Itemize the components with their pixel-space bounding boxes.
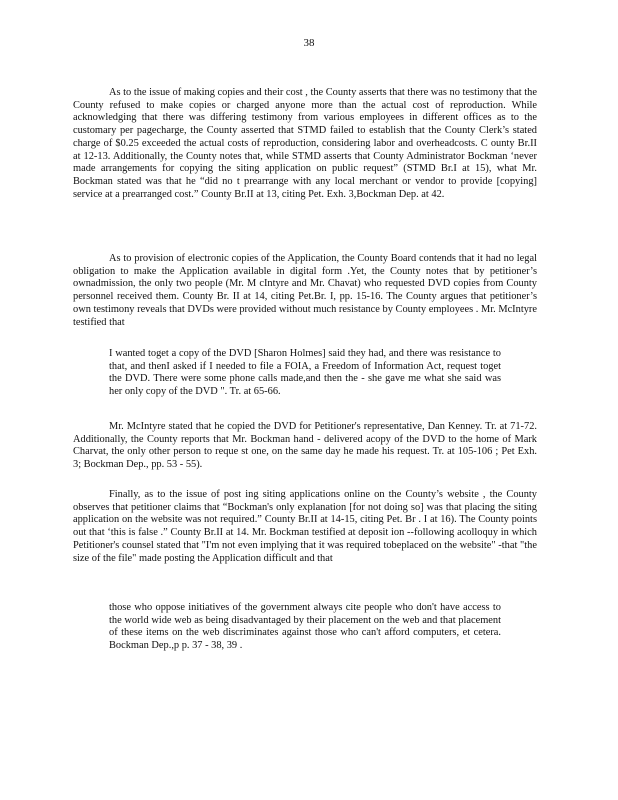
paragraph-dvd-delivery: Mr. McIntyre stated that he copied the DVD for Petitioner's representative, Dan Kenney. Tr. at 71-72. Additionally, the County reports that Mr. Bockman hand - delivered acopy of the DVD to the home of Mark Charvat, the only other person to reque st one, on the same day he made his request. Tr. at 105-106 ; Pet Exh. 3; Bockman Dep., pp. 53 - 55). [73,421,537,471]
paragraph-website-posting: Finally, as to the issue of post ing siting applications online on the County’s website , the County observes that petitioner claims that “Bockman's only explanation [for not doing so] was that placing the siting application on the website was not required.” County Br.II at 14-15, citing Pet. Br . I at 16). The County points out that ‘this is false .” County Br.II at 14. Mr. Bockman testified at deposit ion --following acolloquy in which Petitioner's counsel stated that "I'm not even implying that it was required tobeplaced on the website" -that "the size of the file" made posting the Application difficult and that [73,489,537,564]
paragraph-electronic-copies: As to provision of electronic copies of the Application, the County Board contends that it had no legal obligation to make the Application available in digital form .Yet, the County notes that by petitioner’s ownadmission, the only two people (Mr. M cIntyre and Mr. Chavat) who requested DVD copies from County personnel received them. County Br. II at 14, citing Pet.Br. I, pp. 15-16. The County argues that petitioner’s own testimony reveals that DVDs were provided without much resistance by County employees . Mr. McIntyre testified that [73,253,537,328]
block-quote-mcintyre: I wanted toget a copy of the DVD [Sharon Holmes] said they had, and there was resistance to that, and thenI asked if I needed to file a FOIA, a Freedom of Information Act, request toget the DVD. There were some phone calls made,and then the - she gave me what she said was her only copy of the DVD ". Tr. at 65-66. [109,348,501,398]
page-number: 38 [303,37,315,49]
paragraph-copies-cost: As to the issue of making copies and their cost , the County asserts that there was no testimony that the County refused to make copies or charged anyone more than the actual cost of reproduction. While acknowledging that there was differing testimony from various employees in different offices as to the customary per pagecharge, the County asserted that STMD failed to establish that the County Clerk’s stated charge of $0.25 exceeded the actual costs of reproduction, considering labor and overheadcosts. C ounty Br.II at 12-13. Additionally, the County notes that, while STMD asserts that County Administrator Bockman ‘never made arrangements for copying the siting application on public request” (STMD Br.I at 15), what Mr. Bockman stated was that he “did no t prearrange with any local merchant or vendor to provide [copying] service at a prearranged cost.” County Br.II at 13, citing Pet. Exh. 3,Bockman Dep. at 42. [73,87,537,200]
block-quote-bockman: those who oppose initiatives of the government always cite people who don't have access to the world wide web as being disadvantaged by their placement on the web and that placement of these items on the web discriminates against those who can't afford computers, et cetera. Bockman Dep.,p p. 37 - 38, 39 . [109,602,501,652]
